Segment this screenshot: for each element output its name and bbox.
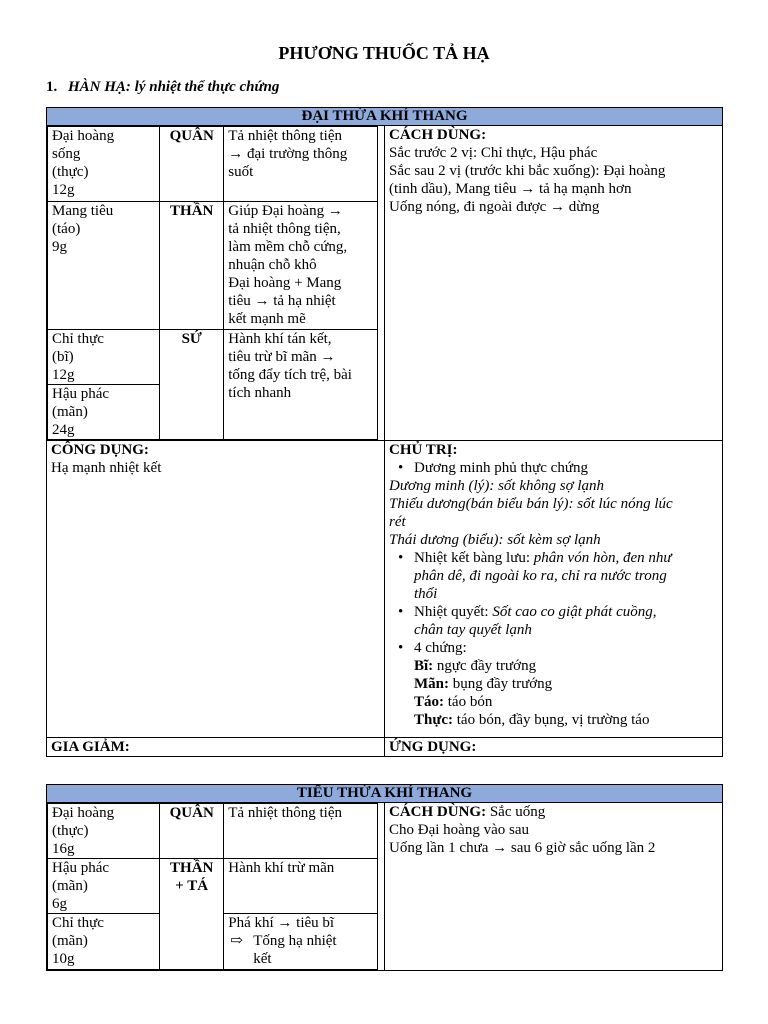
herb-cell: Mang tiêu (táo) 9g bbox=[48, 202, 160, 330]
table-row bbox=[48, 202, 385, 330]
table-row bbox=[48, 859, 385, 914]
herb-cell: Hậu phác (mãn) 24g bbox=[48, 385, 160, 440]
list-item: • 4 chứng: Bĩ: ngực đầy trướng Mãn: bụng đầy trướng Táo: táo bón Thực: táo bón, đầy bụng, vị trường táo bbox=[389, 639, 718, 729]
action-cell: Hành khí tán kết, tiêu trừ bĩ mãn → tống đẩy tích trệ, bài tích nhanh bbox=[224, 330, 378, 440]
usage-label: CÁCH DÙNG: bbox=[389, 127, 487, 143]
action-cell: Giúp Đại hoàng → tả nhiệt thông tiện, làm mềm chỗ cứng, nhuận chỗ khô Đại hoàng + Mang tiêu → tả hạ nhiệt kết mạnh mẽ bbox=[224, 202, 378, 330]
table-row bbox=[48, 330, 385, 385]
table-row bbox=[48, 127, 385, 202]
formula-name-band: ĐẠI THỪA KHÍ THANG bbox=[47, 108, 723, 126]
formula-table-dai-thua-khi bbox=[46, 107, 723, 757]
effect-cell bbox=[47, 441, 385, 738]
section-number: 1. bbox=[46, 79, 58, 95]
role-cell: THẦN bbox=[160, 202, 224, 330]
apply-cell: ỨNG DỤNG: bbox=[385, 738, 723, 757]
indication-list-2 bbox=[389, 549, 718, 729]
indication-list bbox=[389, 459, 718, 477]
herb-cell: Đại hoàng (thực) 16g bbox=[48, 804, 160, 859]
effect-label: CÔNG DỤNG: bbox=[51, 442, 149, 458]
herb-cell: Chỉ thực (mãn) 10g bbox=[48, 914, 160, 970]
usage-label: CÁCH DÙNG: bbox=[389, 804, 487, 820]
section-heading bbox=[46, 78, 279, 96]
role-cell: QUÂN bbox=[160, 804, 224, 859]
formula-name-band: TIỂU THỪA KHÍ THANG bbox=[47, 785, 723, 803]
effect-text: Hạ mạnh nhiệt kết bbox=[51, 460, 162, 476]
action-cell: Phá khí → tiêu bĩ ⇨ Tống hạ nhiệt kết bbox=[224, 914, 378, 970]
modify-cell: GIA GIẢM: bbox=[47, 738, 385, 757]
indication-label: CHỦ TRỊ: bbox=[389, 442, 458, 458]
herb-cell: Chỉ thực (bĩ) 12g bbox=[48, 330, 160, 385]
list-item: • Dương minh phủ thực chứng bbox=[389, 459, 718, 477]
table-row bbox=[48, 804, 385, 859]
role-cell: THẦN + TÁ bbox=[160, 859, 224, 970]
spacer-cell bbox=[378, 127, 384, 440]
herb-cell: Hậu phác (mãn) 6g bbox=[48, 859, 160, 914]
list-item: • Nhiệt kết bàng lưu: phân vón hòn, đen như phân dê, đi ngoài ko ra, chỉ ra nước trong thối bbox=[389, 549, 718, 603]
role-cell: SỨ bbox=[160, 330, 224, 440]
sub-point: ⇨ Tống hạ nhiệt kết bbox=[228, 932, 373, 968]
spacer-cell bbox=[378, 804, 384, 970]
section-heading-text: HÀN HẠ: lý nhiệt thể thực chứng bbox=[68, 79, 280, 95]
formula-table-tieu-thua-khi bbox=[46, 784, 723, 971]
action-cell: Hành khí trừ mãn bbox=[224, 859, 378, 914]
indication-cell: CHỦ TRỊ: • Dương minh phủ thực chứng Dương minh (lý): sốt không sợ lạnh Thiếu dương(bán biểu bán lý): sốt lúc nóng lúc rét Thái dương (biểu): sốt kèm sợ lạnh • Nhiệt kết bàng lưu: phân vón hòn, đen như phân dê, đi ngoài ko ra, chỉ ra nước trong thối • Nhiệt quyết: Sốt cao co giật phát cuồng, chân tay quyết lạnh • 4 chứng: Bĩ: ngực đầy trướng Mãn: bụng đầy trướng Táo: táo bón Thực: táo bón, đầy bụng, vị trường táo bbox=[385, 441, 723, 738]
herb-composition-table bbox=[47, 803, 384, 970]
herb-composition-cell bbox=[47, 126, 385, 441]
page-title: PHƯƠNG THUỐC TẢ HẠ bbox=[278, 43, 490, 63]
usage-cell: CÁCH DÙNG: Sắc uống Cho Đại hoàng vào sau Uống lần 1 chưa → sau 6 giờ sắc uống lần 2 bbox=[385, 803, 723, 971]
action-cell: Tả nhiệt thông tiện bbox=[224, 804, 378, 859]
list-item: • Nhiệt quyết: Sốt cao co giật phát cuồng, chân tay quyết lạnh bbox=[389, 603, 718, 639]
usage-cell: CÁCH DÙNG: Sắc trước 2 vị: Chỉ thực, Hậu phác Sắc sau 2 vị (trước khi bắc xuống): Đại hoàng (tinh dầu), Mang tiêu → tả hạ mạnh hơn Uống nóng, đi ngoài được → dừng bbox=[385, 126, 723, 441]
action-cell: Tả nhiệt thông tiện → đại trường thông suốt bbox=[224, 127, 378, 202]
herb-composition-table bbox=[47, 126, 384, 440]
herb-cell: Đại hoàng sống (thực) 12g bbox=[48, 127, 160, 202]
herb-composition-cell bbox=[47, 803, 385, 971]
role-cell: QUÂN bbox=[160, 127, 224, 202]
